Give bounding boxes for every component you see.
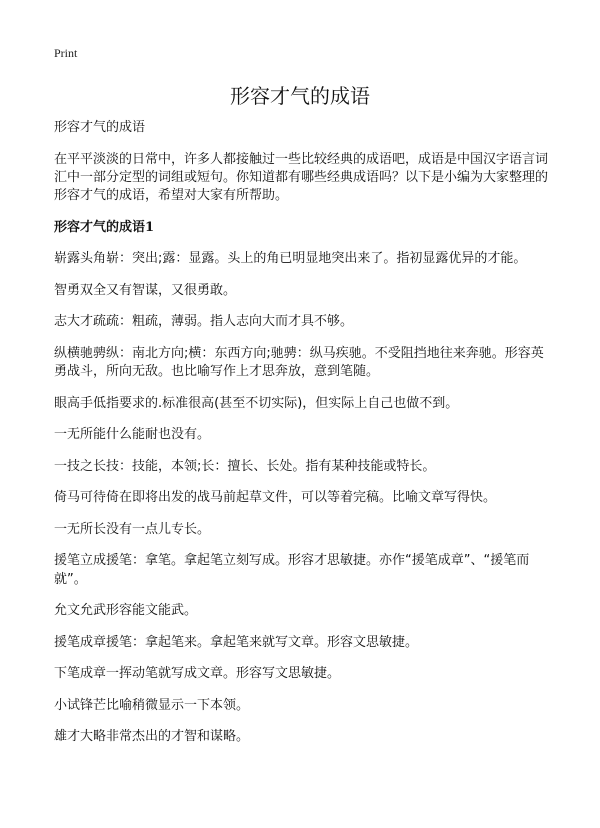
page-title: 形容才气的成语 [230, 84, 370, 108]
idiom-entry: 一技之长技：技能，本领;长：擅长、长处。指有某种技能或特长。 [54, 458, 436, 474]
idiom-entry: 小试锋芒比喻稍微显示一下本领。 [54, 697, 250, 713]
idiom-entry: 允文允武形容能文能武。 [54, 603, 198, 618]
section-heading: 形容才气的成语1 [54, 220, 155, 235]
idiom-entry: 眼高手低指要求的.标准很高(甚至不切实际)，但实际上自己也做不到。 [54, 395, 459, 411]
idiom-list [54, 250, 554, 747]
idiom-entry: 援笔成章援笔：拿起笔来。拿起笔来就写文章。形容文思敏捷。 [54, 634, 419, 650]
idiom-entry: 雄才大略非常杰出的才智和谋略。 [54, 729, 250, 744]
idiom-entry: 崭露头角崭：突出;露：显露。头上的角已明显地突出来了。指初显露优异的才能。 [54, 251, 527, 266]
intro-paragraph: 在平平淡淡的日常中，许多人都接触过一些比较经典的成语吧，成语是中国汉字语言词汇中一部分定型的词组或短句。你知道都有哪些经典成语吗？以下是小编为大家整理的形容才气的成语，希望对大家有所帮助。 [54, 152, 549, 203]
idiom-entry: 倚马可待倚在即将出发的战马前起草文件，可以等着完稿。比喻文章写得快。 [54, 490, 497, 505]
idiom-entry: 智勇双全又有智谋，又很勇敢。 [54, 282, 237, 298]
idiom-entry: 一无所能什么能耐也没有。 [54, 427, 211, 442]
print-label: Print [54, 46, 78, 60]
idiom-entry: 志大才疏疏：粗疏，薄弱。指人志向大而才具不够。 [54, 314, 354, 329]
idiom-entry: 一无所长没有一点儿专长。 [54, 521, 211, 537]
idiom-entry: 纵横驰骋纵：南北方向;横：东西方向;驰骋：纵马疾驰。不受阻挡地往来奔驰。形容英勇战斗，所向无敌。也比喻写作上才思奔放，意到笔随。 [54, 345, 544, 379]
idiom-entry: 援笔立成援笔：拿笔。拿起笔立刻写成。形容才思敏捷。亦作“援笔成章”、“援笔而就”。 [54, 553, 530, 587]
idiom-entry: 下笔成章一挥动笔就写成文章。形容写文思敏捷。 [54, 666, 341, 681]
article-subtitle: 形容才气的成语 [54, 120, 146, 135]
article-body [54, 118, 554, 760]
